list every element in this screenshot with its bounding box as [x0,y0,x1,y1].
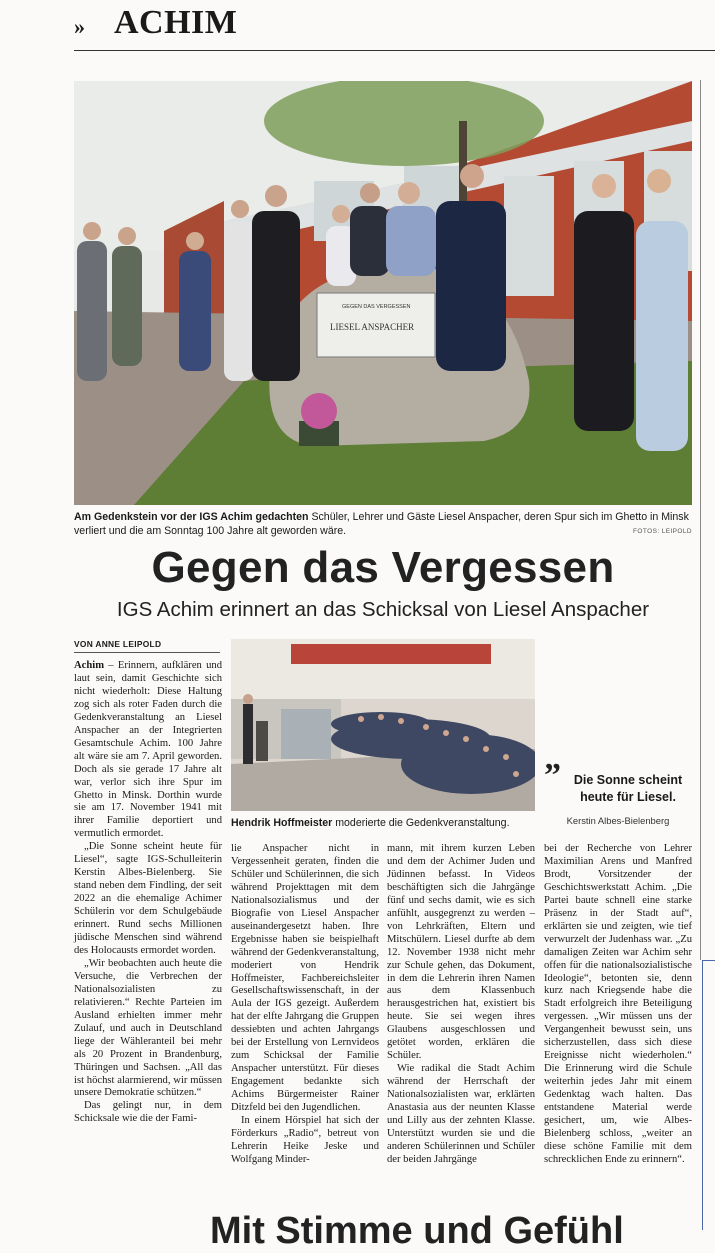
article-column-2 [231,843,379,1167]
pull-quote-author: Kerstin Albes-Bielenberg [566,815,670,826]
plaque-name: LIESEL ANSPACHER [330,322,415,332]
article-column-3 [387,843,535,1167]
article-column-4 [544,843,692,1167]
section-header [74,4,715,51]
paragraph: Das gelingt nur, in dem Schicksale wie die der Fami- [74,1100,222,1125]
dateline: Achim [74,660,105,671]
paragraph-text: – Erinnern, aufklären und laut sein, damit Geschichte sich nicht wiederholt: Diese Haltung zog sich als roter Faden durch die Gedenkveranstaltung an Liesel Anspacher an der Integrierten Gesamtschule Achim. 100 Jahre alt wäre sie am 7. April geworden. Doch als sie gerade 17 Jahre alt war, verlor sich ihre Spur im Ghetto in Minsk. Dorthin wurde sie am 17. November 1941 mit ihrer Familie deportiert und vermutlich ermordet. [74,660,222,840]
main-photo [74,81,692,505]
byline: VON ANNE LEIPOLD [74,639,220,653]
paragraph: mann, mit ihrem kurzen Leben und dem der Achimer Juden und Jüdinnen befasst. In Videos beschäftigten sich die Jahrgänge fünf und sechs damit, wie es sich anfühlt, ausgegrenzt zu werden – von Lehrkräften, Eltern und Mitschülern. Liesel durfte ab dem 12. November 1938 nicht mehr zur Schule gehen, das Dokument, in dem die Lehrerin ihren Namen aus dem Klassenbuch herausgestrichen hat, existiert bis heute. Sie sei wegen ihres Glaubens ausgeschlossen und getötet worden, erklären die Schüler. [387,843,535,1062]
photo-caption [74,510,692,538]
paragraph: Wie radikal die Stadt Achim während der Herrschaft der Nationalsozialisten war, erklärten Anastasia aus der neunten Klasse und Lilly aus der zehnten Klasse. Unterstützt wurden sie und die anderen Schülerinnen und Schüler der beiden Jahrgänge [387,1063,535,1165]
paragraph: „Die Sonne scheint heute für Liesel“, sagte IGS-Schulleiterin Kerstin Albes-Bielenberg. Sie stand neben dem Findling, der seit 2022 an die ehemalige Achimer Schülerin vor dem Schulgebäude erinnert. Rund sechs Millionen jüdische Menschen sind während des Holocausts ermordet worden. [74,841,222,956]
hall-photo-caption [231,817,535,829]
hall-caption-text: moderierte die Gedenkveranstaltung. [332,817,510,829]
next-article-headline: Mit Stimme und Gefühl [210,1210,624,1252]
paragraph: In einem Hörspiel hat sich der Förderkurs „Radio“, betreut von Lehrerin Heike Jeske und Wolfgang Minder- [231,1115,379,1165]
caption-lead: Am Gedenkstein vor der IGS Achim gedachten [74,511,309,523]
section-arrow-icon: » [74,14,85,39]
photo-credit: FOTOS: LEIPOLD [633,528,692,535]
article-subheadline: IGS Achim erinnert an das Schicksal von Liesel Anspacher [116,598,650,621]
article-headline: Gegen das Vergessen [151,543,615,592]
paragraph [74,660,222,841]
adjacent-box-edge [702,960,715,1230]
pull-quote: Die Sonne scheint heute für Liesel. [573,773,683,804]
article-column-1 [74,660,222,1126]
caption-text: Schüler, Lehrer und Gäste Liesel Anspacher, deren Spur sich im Ghetto in Minsk verliert und die am Sonntag 100 Jahre alt geworden wäre. [74,511,689,537]
column-divider [700,80,701,960]
paragraph: „Wir beobachten auch heute die Versuche, die Verbrechen der Nationalsozialisten zu relativieren.“ Rechte Parteien im Ausland erhielten immer mehr Zulauf, und auch in Deutschland liege der Wähleranteil bei mehr als 20 Prozent in Brandenburg, Thüringen und Sachsen. „All das ist höchst alarmierend, wir müssen unsere Demokratie schützen.“ [74,957,222,1099]
section-title: ACHIM [114,4,238,41]
paragraph: lie Anspacher nicht in Vergessenheit geraten, finden die Schüler und Schülerinnen, die sich während Projekttagen mit dem Nationalsozialismus und der Biografie von Liesel Anspacher auseinandergesetzt haben. Ihre Ergebnisse haben sie beispielhaft während der Gedenkveranstaltung, moderiert von Hendrik Hoffmeister, Fachbereichsleiter Gesellschaftswissenschaft, in der Aula der IGS gezeigt. Außerdem hat der elfte Jahrgang die Gruppen dessiebten und achten Jahrgangs bei der Erstellung von Lernvideos zum Schicksal der Familie Anspacher unterstützt. Für dieses Engagement bedankte sich Achims Bürgermeister Rainer Ditzfeld bei den Jugendlichen. [231,843,379,1114]
hall-photo [231,639,535,811]
hall-caption-lead: Hendrik Hoffmeister [231,817,333,829]
quote-mark-icon: ” [544,757,561,794]
plaque-line1: GEGEN DAS VERGESSEN [342,304,411,310]
paragraph: bei der Recherche von Lehrer Maximilian Arens und Manfred Brodt, Vorsitzender der Geschichtswerkstatt Achim. „Die Partei baute schnell eine starke Präsenz in der Stadt auf“, erklärten sie und zeigten, wie tief verwurzelt der Judenhass war. „Zu damaligen Zeiten war Achim sehr offen für die nationalsozialistische Ideologie“, betonten sie, denn kurz nach Kriegsende habe die Stadt erfolgreich ihre Beteiligung vergessen. „Wir müssen uns der Vergangenheit bewusst sein, uns sicherzustellen, dass sich diese Ereignisse nicht wiederholen.“ Die Erinnerung wird die Schule weiterhin jedes Jahr mit einem Gedenktag wach halten. Das entstandene Material werde gesichert, um, wie Albes-Bielenberg schloss, „weiter an diese schöne Familie mit dem schrecklichen Ende zu erinnern“. [544,843,692,1165]
